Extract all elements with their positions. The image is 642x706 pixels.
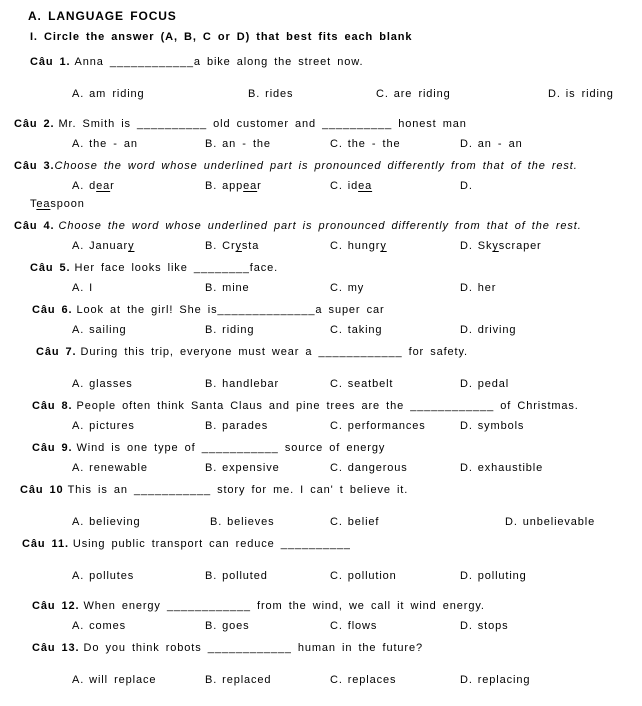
option-text bbox=[348, 282, 364, 294]
option-label: B. bbox=[205, 138, 218, 150]
question-line bbox=[14, 481, 632, 499]
option-pre: driving bbox=[477, 324, 517, 336]
option-pre: pedal bbox=[477, 378, 510, 390]
underlined-part: y bbox=[492, 240, 499, 252]
option-pre: sailing bbox=[89, 324, 127, 336]
option-label: A. bbox=[72, 516, 85, 528]
option-text bbox=[89, 570, 134, 582]
option-pre: pollution bbox=[347, 570, 397, 582]
option-label: B. bbox=[205, 378, 218, 390]
options-row bbox=[72, 567, 632, 585]
answer-option bbox=[330, 237, 460, 255]
answer-option bbox=[460, 617, 632, 635]
option-text bbox=[478, 324, 517, 336]
option-label: A. bbox=[72, 240, 85, 252]
option-pre: pollutes bbox=[89, 570, 135, 582]
underlined-part: ea bbox=[358, 180, 373, 192]
option-post: r bbox=[110, 180, 115, 192]
option-label: D. bbox=[460, 282, 473, 294]
option-pre: app bbox=[222, 180, 244, 192]
underlined-part: ea bbox=[96, 180, 111, 192]
option-text bbox=[222, 420, 268, 432]
answer-option bbox=[460, 417, 632, 435]
option-text bbox=[478, 674, 531, 686]
option-text bbox=[348, 378, 394, 390]
option-pre: goes bbox=[222, 620, 250, 632]
question-text: During this trip, everyone must wear a ____________ for safety. bbox=[80, 346, 468, 358]
option-text bbox=[348, 240, 387, 252]
question-number: Câu 1. bbox=[30, 56, 71, 68]
question-number: Câu 12. bbox=[32, 600, 80, 612]
option-text bbox=[348, 462, 408, 474]
answer-option bbox=[505, 513, 632, 531]
option-text bbox=[478, 420, 525, 432]
option-label: D. bbox=[460, 570, 473, 582]
answer-option bbox=[72, 513, 210, 531]
option-pre: believes bbox=[227, 516, 275, 528]
question-text: Choose the word whose underlined part is pronounced differently from that of the rest. bbox=[54, 160, 578, 172]
option-pre: an - an bbox=[477, 138, 523, 150]
options-row bbox=[72, 513, 632, 531]
option-text bbox=[478, 462, 543, 474]
question-line bbox=[14, 343, 632, 361]
option-label: D. bbox=[460, 674, 473, 686]
option-label: A. bbox=[72, 570, 85, 582]
section-instruction: I. Circle the answer (A, B, C or D) that best fits each blank bbox=[30, 31, 413, 43]
question-block bbox=[14, 535, 632, 585]
option-pre: performances bbox=[347, 420, 426, 432]
option-label: A. bbox=[72, 88, 85, 100]
option-pre: is riding bbox=[565, 88, 614, 100]
answer-option bbox=[72, 617, 205, 635]
option-label: B. bbox=[205, 324, 218, 336]
options-row bbox=[72, 459, 632, 477]
underlined-part: ea bbox=[243, 180, 258, 192]
option-post: spoon bbox=[50, 198, 85, 210]
option-pre: replacing bbox=[477, 674, 531, 686]
options-row bbox=[72, 85, 632, 103]
option-label: A. bbox=[72, 138, 85, 150]
option-pre: the - the bbox=[347, 138, 401, 150]
option-text bbox=[89, 88, 144, 100]
option-pre: Januar bbox=[89, 240, 129, 252]
option-text bbox=[478, 620, 509, 632]
option-label: B. bbox=[205, 620, 218, 632]
option-post: sta bbox=[241, 240, 260, 252]
answer-option bbox=[330, 459, 460, 477]
option-label: C. bbox=[330, 620, 343, 632]
option-label: C. bbox=[330, 240, 343, 252]
question-number: Câu 4. bbox=[14, 220, 55, 232]
answer-option bbox=[72, 85, 248, 103]
option-pre: am riding bbox=[89, 88, 145, 100]
option-label: C. bbox=[330, 516, 343, 528]
answer-option bbox=[460, 671, 632, 689]
option-text bbox=[222, 674, 271, 686]
question-text: People often think Santa Claus and pine trees are the ____________ of Christmas. bbox=[76, 400, 579, 412]
underlined-part: y bbox=[128, 240, 135, 252]
option-post: scraper bbox=[498, 240, 542, 252]
option-text bbox=[478, 570, 527, 582]
answer-option bbox=[205, 135, 330, 153]
answer-option bbox=[205, 567, 330, 585]
answer-option bbox=[376, 85, 548, 103]
question-block bbox=[14, 53, 632, 103]
option-text bbox=[89, 516, 140, 528]
option-pre: parades bbox=[222, 420, 269, 432]
answer-option bbox=[205, 237, 330, 255]
option-label: A. bbox=[72, 378, 85, 390]
answer-option bbox=[72, 671, 205, 689]
option-text bbox=[222, 138, 271, 150]
question-block bbox=[14, 397, 632, 435]
option-label: C. bbox=[330, 570, 343, 582]
answer-option bbox=[548, 85, 632, 103]
option-pre: mine bbox=[222, 282, 250, 294]
answer-option bbox=[72, 567, 205, 585]
question-line bbox=[14, 53, 632, 71]
answer-option bbox=[72, 417, 205, 435]
answer-option bbox=[460, 135, 632, 153]
option-label: A. bbox=[72, 462, 85, 474]
answer-option bbox=[72, 177, 205, 195]
option-text bbox=[222, 324, 254, 336]
option-text bbox=[89, 180, 115, 192]
options-row bbox=[72, 237, 632, 255]
option-text bbox=[478, 240, 542, 252]
option-pre: polluted bbox=[222, 570, 268, 582]
option-label: D. bbox=[460, 138, 473, 150]
option-pre: my bbox=[347, 282, 365, 294]
option-text bbox=[89, 620, 126, 632]
option-text bbox=[89, 282, 93, 294]
option-label: B. bbox=[248, 88, 261, 100]
option-text bbox=[89, 378, 132, 390]
question-text: Using public transport can reduce __________ bbox=[72, 538, 351, 550]
option-text bbox=[89, 138, 138, 150]
option-label: A. bbox=[72, 620, 85, 632]
option-pre: belief bbox=[347, 516, 380, 528]
option-text bbox=[348, 180, 372, 192]
question-line bbox=[14, 535, 632, 553]
option-label: D. bbox=[460, 240, 473, 252]
answer-option bbox=[330, 375, 460, 393]
underlined-part: y bbox=[380, 240, 387, 252]
answer-option bbox=[72, 135, 205, 153]
option-text bbox=[478, 138, 523, 150]
answer-option bbox=[72, 237, 205, 255]
option-pre: an - the bbox=[222, 138, 271, 150]
option-label: C. bbox=[330, 420, 343, 432]
options-row bbox=[72, 375, 632, 393]
answer-option bbox=[330, 177, 460, 195]
options-row bbox=[72, 177, 632, 195]
answer-option bbox=[460, 177, 632, 195]
question-line bbox=[14, 639, 632, 657]
question-block bbox=[14, 343, 632, 393]
option-pre: d bbox=[89, 180, 97, 192]
question-number: Câu 2. bbox=[14, 118, 55, 130]
question-block bbox=[14, 439, 632, 477]
option-label: B. bbox=[205, 570, 218, 582]
question-number: Câu 10 bbox=[20, 484, 64, 496]
option-pre: I bbox=[89, 282, 94, 294]
option-pre: her bbox=[477, 282, 497, 294]
option-pre: hungr bbox=[347, 240, 381, 252]
option-text bbox=[523, 516, 595, 528]
underlined-part: ea bbox=[36, 198, 51, 210]
option-text bbox=[348, 516, 380, 528]
option-label: D. bbox=[460, 462, 473, 474]
option-text bbox=[89, 420, 135, 432]
option-text bbox=[348, 138, 401, 150]
answer-option bbox=[205, 671, 330, 689]
answer-option bbox=[210, 513, 330, 531]
option-label: C. bbox=[330, 282, 343, 294]
option-pre: will replace bbox=[89, 674, 157, 686]
question-text: Mr. Smith is __________ old customer and __________ honest man bbox=[58, 118, 467, 130]
option-text bbox=[478, 282, 497, 294]
option-label: B. bbox=[205, 282, 218, 294]
option-pre: polluting bbox=[477, 570, 527, 582]
section-title: A. LANGUAGE FOCUS bbox=[28, 9, 177, 23]
option-text bbox=[89, 324, 126, 336]
option-pre: stops bbox=[477, 620, 509, 632]
option-pre: replaces bbox=[347, 674, 397, 686]
option-pre: id bbox=[347, 180, 359, 192]
option-text bbox=[89, 462, 148, 474]
option-pre: believing bbox=[89, 516, 141, 528]
option-text bbox=[265, 88, 293, 100]
question-number: Câu 5. bbox=[30, 262, 71, 274]
option-label: B. bbox=[205, 420, 218, 432]
question-number: Câu 8. bbox=[32, 400, 73, 412]
question-block bbox=[14, 115, 632, 153]
answer-option bbox=[72, 375, 205, 393]
question-text: Choose the word whose underlined part is pronounced differently from that of the rest. bbox=[58, 220, 582, 232]
option-pre: symbols bbox=[477, 420, 525, 432]
option-text bbox=[348, 324, 383, 336]
option-label: B. bbox=[205, 240, 218, 252]
option-text bbox=[222, 282, 249, 294]
option-text bbox=[348, 420, 426, 432]
option-text bbox=[222, 570, 268, 582]
option-label: C. bbox=[330, 138, 343, 150]
answer-option bbox=[205, 459, 330, 477]
option-text bbox=[222, 462, 279, 474]
question-number: Câu 9. bbox=[32, 442, 73, 454]
option-pre: unbelievable bbox=[522, 516, 596, 528]
option-pre: Cr bbox=[222, 240, 236, 252]
question-text: Anna ____________a bike along the street now. bbox=[74, 56, 364, 68]
option-overflow-line bbox=[30, 195, 632, 213]
option-text bbox=[394, 88, 451, 100]
option-pre: taking bbox=[347, 324, 383, 336]
question-text: Her face looks like ________face. bbox=[74, 262, 279, 274]
option-label: D. bbox=[460, 420, 473, 432]
option-label: C. bbox=[330, 180, 343, 192]
question-text: This is an ___________ story for me. I can' t believe it. bbox=[67, 484, 409, 496]
option-pre: pictures bbox=[89, 420, 135, 432]
question-block bbox=[14, 481, 632, 531]
option-text bbox=[478, 378, 509, 390]
option-label: B. bbox=[205, 462, 218, 474]
answer-option bbox=[330, 513, 505, 531]
question-line bbox=[14, 115, 632, 133]
question-number: Câu 11. bbox=[22, 538, 69, 550]
answer-option bbox=[205, 177, 330, 195]
option-pre: are riding bbox=[393, 88, 451, 100]
options-row bbox=[72, 321, 632, 339]
option-label: D. bbox=[460, 620, 473, 632]
option-label: A. bbox=[72, 180, 85, 192]
question-block bbox=[14, 259, 632, 297]
options-row bbox=[72, 617, 632, 635]
question-line bbox=[14, 217, 614, 235]
answer-option bbox=[330, 567, 460, 585]
answer-option bbox=[72, 459, 205, 477]
option-pre: glasses bbox=[89, 378, 133, 390]
option-label: A. bbox=[72, 282, 85, 294]
option-pre: flows bbox=[347, 620, 378, 632]
option-label: C. bbox=[330, 674, 343, 686]
option-pre: handlebar bbox=[222, 378, 280, 390]
option-label: D. bbox=[548, 88, 561, 100]
option-pre: expensive bbox=[222, 462, 280, 474]
question-block bbox=[14, 301, 632, 339]
question-block bbox=[14, 597, 632, 635]
answer-option bbox=[460, 375, 632, 393]
option-text bbox=[89, 674, 156, 686]
answer-option bbox=[330, 135, 460, 153]
option-pre: comes bbox=[89, 620, 126, 632]
question-block bbox=[14, 217, 632, 255]
answer-option bbox=[330, 321, 460, 339]
option-pre: the - an bbox=[89, 138, 138, 150]
question-line bbox=[14, 259, 632, 277]
option-pre: dangerous bbox=[347, 462, 408, 474]
option-text bbox=[348, 674, 397, 686]
question-number: Câu 7. bbox=[36, 346, 77, 358]
underlined-part: y bbox=[235, 240, 242, 252]
question-number: Câu 6. bbox=[32, 304, 73, 316]
answer-option bbox=[330, 279, 460, 297]
option-pre: rides bbox=[265, 88, 294, 100]
question-line bbox=[14, 157, 632, 175]
question-text: Wind is one type of ___________ source of energy bbox=[76, 442, 386, 454]
option-post: r bbox=[257, 180, 262, 192]
answer-option bbox=[460, 279, 632, 297]
option-pre: T bbox=[30, 198, 37, 210]
options-row bbox=[72, 279, 632, 297]
option-pre: renewable bbox=[89, 462, 148, 474]
answer-option bbox=[205, 279, 330, 297]
answer-option bbox=[330, 671, 460, 689]
answer-option bbox=[205, 617, 330, 635]
answer-option bbox=[248, 85, 376, 103]
question-number: Câu 3. bbox=[14, 160, 55, 172]
question-text: Look at the girl! She is______________a super car bbox=[76, 304, 385, 316]
question-text: When energy ____________ from the wind, we call it wind energy. bbox=[83, 600, 485, 612]
question-line bbox=[14, 597, 632, 615]
options-row bbox=[72, 671, 632, 689]
option-label: B. bbox=[205, 180, 218, 192]
question-text: Do you think robots ____________ human in the future? bbox=[83, 642, 423, 654]
question-line bbox=[14, 301, 632, 319]
answer-option bbox=[460, 237, 632, 255]
option-pre: riding bbox=[222, 324, 255, 336]
option-label: B. bbox=[205, 674, 218, 686]
option-label: D. bbox=[460, 180, 473, 192]
option-text bbox=[348, 570, 397, 582]
option-text bbox=[348, 620, 377, 632]
answer-option bbox=[460, 567, 632, 585]
answer-option bbox=[330, 417, 460, 435]
answer-option bbox=[460, 459, 632, 477]
option-pre: exhaustible bbox=[477, 462, 544, 474]
option-label: C. bbox=[376, 88, 389, 100]
option-label: D. bbox=[460, 378, 473, 390]
question-line bbox=[14, 439, 632, 457]
option-pre: Sk bbox=[477, 240, 493, 252]
answer-option bbox=[205, 375, 330, 393]
options-row bbox=[72, 135, 632, 153]
option-label: C. bbox=[330, 462, 343, 474]
answer-option bbox=[72, 321, 205, 339]
answer-option bbox=[330, 617, 460, 635]
option-text bbox=[89, 240, 134, 252]
options-row bbox=[72, 417, 632, 435]
option-text bbox=[227, 516, 274, 528]
option-label: C. bbox=[330, 378, 343, 390]
question-line bbox=[14, 397, 632, 415]
option-label: A. bbox=[72, 674, 85, 686]
option-label: A. bbox=[72, 324, 85, 336]
question-block bbox=[14, 157, 632, 213]
option-text bbox=[566, 88, 614, 100]
option-text bbox=[222, 620, 249, 632]
option-label: D. bbox=[505, 516, 518, 528]
option-label: C. bbox=[330, 324, 343, 336]
answer-option bbox=[460, 321, 632, 339]
option-pre: seatbelt bbox=[347, 378, 394, 390]
option-label: A. bbox=[72, 420, 85, 432]
option-text bbox=[222, 378, 279, 390]
option-label: B. bbox=[210, 516, 223, 528]
answer-option bbox=[205, 417, 330, 435]
option-text bbox=[222, 180, 262, 192]
answer-option bbox=[205, 321, 330, 339]
option-pre: replaced bbox=[222, 674, 272, 686]
option-label: D. bbox=[460, 324, 473, 336]
question-number: Câu 13. bbox=[32, 642, 80, 654]
questions bbox=[14, 53, 632, 689]
answer-option bbox=[72, 279, 205, 297]
option-text bbox=[222, 240, 259, 252]
question-block bbox=[14, 639, 632, 689]
